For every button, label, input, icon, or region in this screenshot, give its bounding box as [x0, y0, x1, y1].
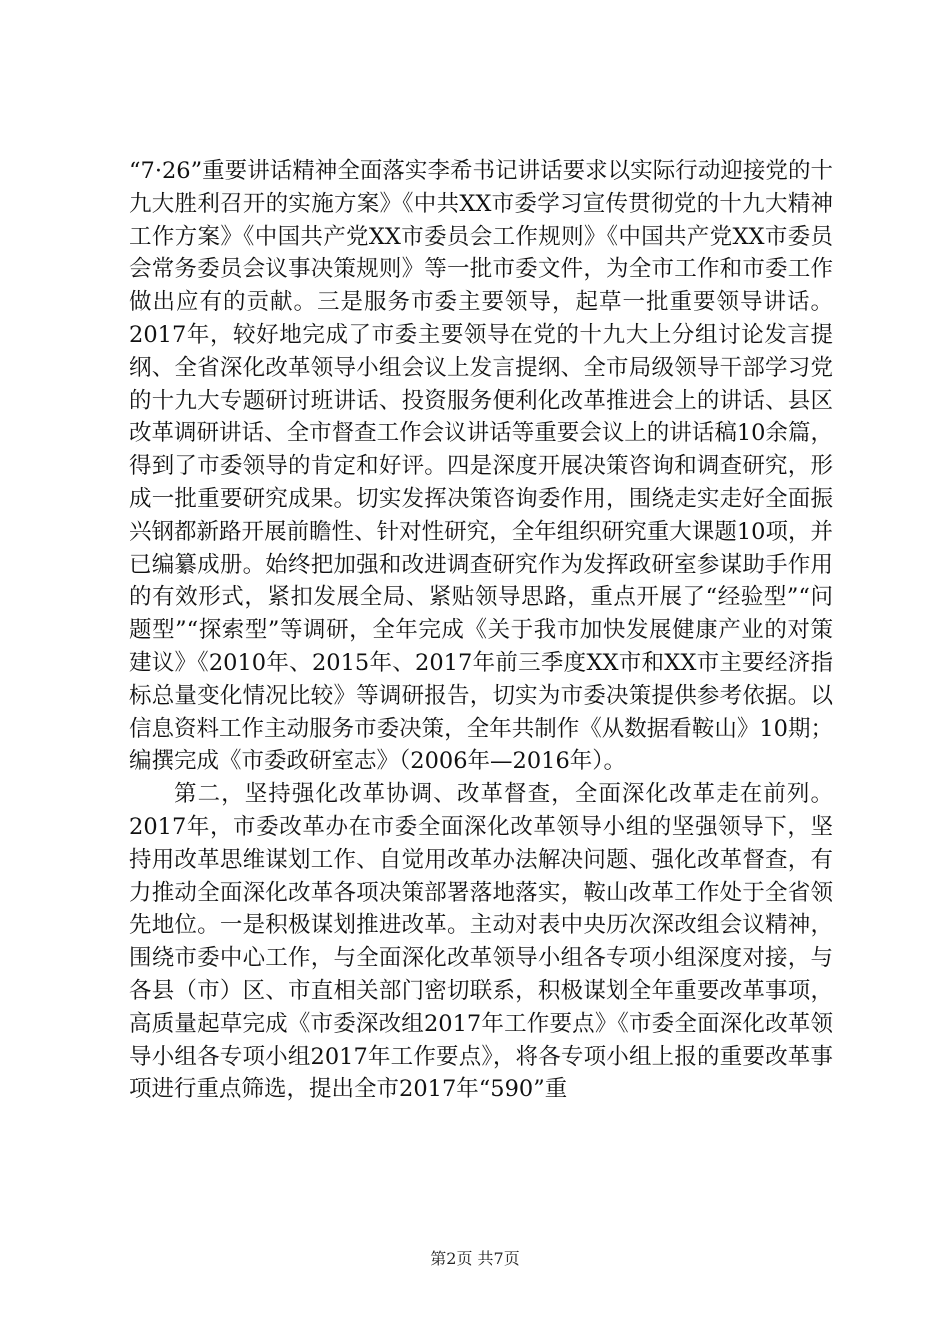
body-text — [129, 155, 833, 1106]
page-footer: 第2页 共7页 — [430, 1249, 520, 1268]
paragraph-continuation: “7·26”重要讲话精神全面落实李希书记讲话要求以实际行动迎接党的十九大胜利召开的实施方案》《中共XX市委学习宣传贯彻党的十九大精神工作方案》《中国共产党XX市委员会工作规则》《中国共产党XX市委员会常务委员会议事决策规则》等一批市委文件，为全市工作和市委工作做出应有的贡献。三是服务市委主要领导，起草一批重要领导讲话。2017年，较好地完成了市委主要领导在党的十九大上分组讨论发言提纲、全省深化改革领导小组会议上发言提纲、全市局级领导干部学习党的十九大专题研讨班讲话、投资服务便利化改革推进会上的讲话、县区改革调研讲话、全市督查工作会议讲话等重要会议上的讲话稿10余篇，得到了市委领导的肯定和好评。四是深度开展决策咨询和调查研究，形成一批重要研究成果。切实发挥决策咨询委作用，围绕走实走好全面振兴钢都新路开展前瞻性、针对性研究，全年组织研究重大课题10项，并已编纂成册。始终把加强和改进调查研究作为发挥政研室参谋助手作用的有效形式，紧扣发展全局、紧贴领导思路，重点开展了“经验型”“问题型”“探索型”等调研，全年完成《关于我市加快发展健康产业的对策建议》《2010年、2015年、2017年前三季度XX市和XX市主要经济指标总量变化情况比较》等调研报告，切实为市委决策提供参考依据。以信息资料工作主动服务市委决策，全年共制作《从数据看鞍山》10期；编撰完成《市委政研室志》（2006年—2016年）。 — [129, 158, 833, 775]
paragraph-second-point: 第二，坚持强化改革协调、改革督查，全面深化改革走在前列。2017年，市委改革办在市委全面深化改革领导小组的坚强领导下，坚持用改革思维谋划工作、自觉用改革办法解决问题、强化改革督查，有力推动全面深化改革各项决策部署落地落实，鞍山改革工作处于全省领先地位。一是积极谋划推进改革。主动对表中央历次深改组会议精神，围绕市委中心工作，与全面深化改革领导小组各专项小组深度对接，与各县（市）区、市直相关部门密切联系，积极谋划全年重要改革事项，高质量起草完成《市委深改组2017年工作要点》《市委全面深化改革领导小组各专项小组2017年工作要点》，将各专项小组上报的重要改革事项进行重点筛选，提出全市2017年“590”重 — [129, 781, 833, 1103]
